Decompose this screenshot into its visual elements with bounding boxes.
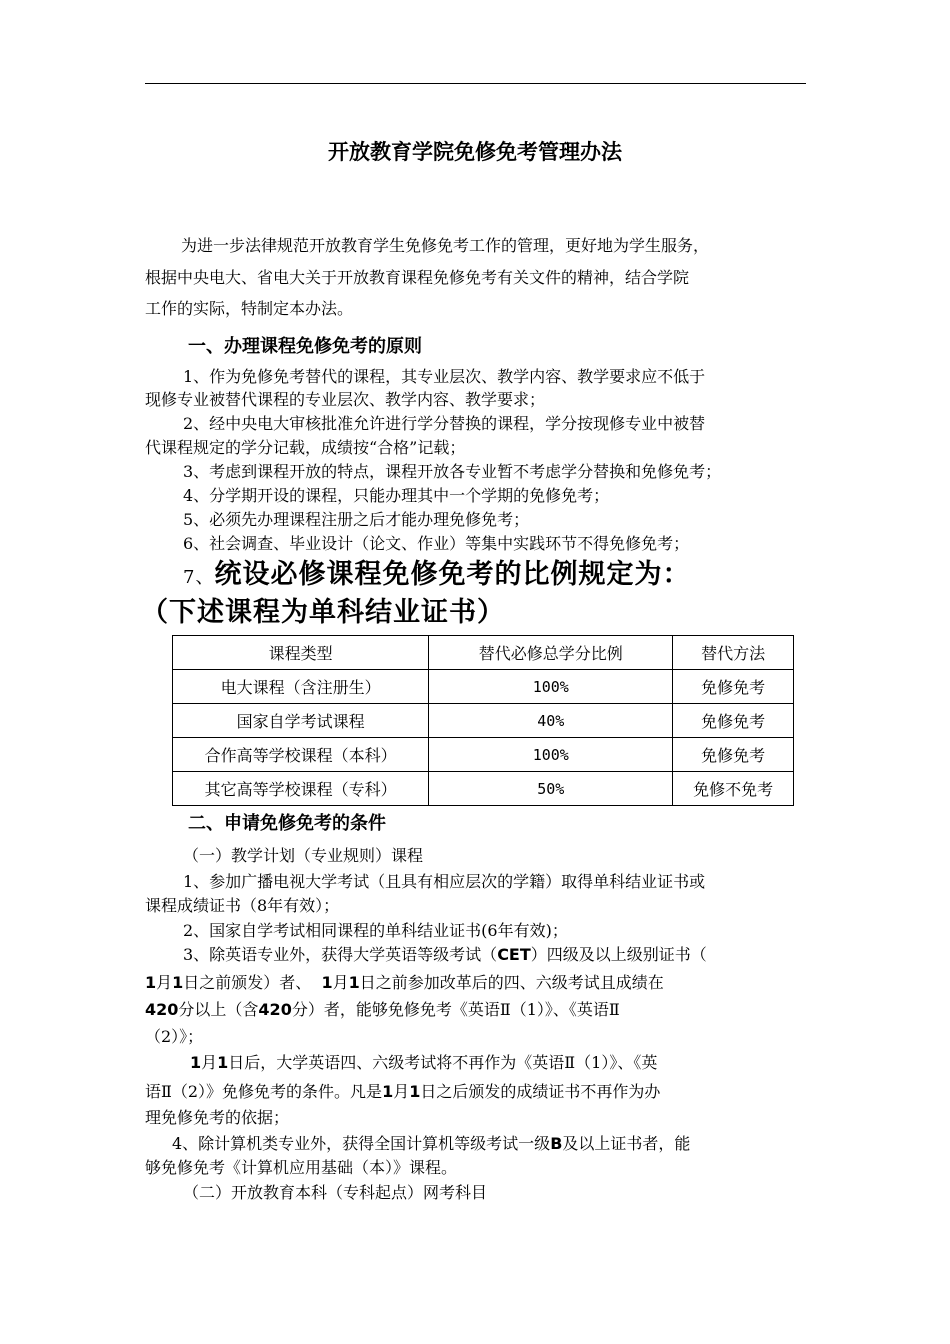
section1-heading: 一、办理课程免修免考的原则 <box>188 336 422 357</box>
item7-number: 7、 <box>183 567 215 588</box>
principle-line: 代课程规定的学分记载，成绩按“合格”记载； <box>145 438 466 457</box>
principle-line: 5、必须先办理课程注册之后才能办理免修免考； <box>183 510 530 529</box>
table-header: 替代必修总学分比例 <box>429 636 673 670</box>
table-cell: 免修免考 <box>673 704 794 738</box>
ratio-table <box>172 635 794 806</box>
table-cell: 其它高等学校课程（专科） <box>173 772 429 806</box>
condition-line <box>172 1134 690 1154</box>
text-run: 月 <box>156 973 173 992</box>
text-run: 月 <box>332 973 349 992</box>
condition-line: 1、参加广播电视大学考试（且具有相应层次的学籍）取得单科结业证书或 <box>183 872 706 891</box>
item7-text: 统设必修课程免修免考的比例规定为： <box>214 559 691 590</box>
table-cell: 40% <box>429 704 673 738</box>
text-run: 1 <box>409 1082 421 1101</box>
table-header: 替代方法 <box>673 636 794 670</box>
condition-line: 够免修免考《计算机应用基础（本）》课程。 <box>145 1158 458 1177</box>
condition-line <box>183 945 707 965</box>
item7-subtitle: （下述课程为单科结业证书） <box>141 597 505 628</box>
principle-line: 6、社会调查、毕业设计（论文、作业）等集中实践环节不得免修免考； <box>183 534 690 553</box>
principle-line: 4、分学期开设的课程，只能办理其中一个学期的免修免考； <box>183 486 610 505</box>
header-rule <box>145 83 806 84</box>
table-row <box>173 772 794 806</box>
condition-line: 理免修免考的依据； <box>145 1108 290 1127</box>
text-run: 1 <box>382 1082 394 1101</box>
text-run: 语Ⅱ（2）》免修免考的条件。凡是 <box>145 1082 383 1101</box>
table-row <box>173 738 794 772</box>
text-run: 分以上（含 <box>178 1000 259 1019</box>
table-cell: 50% <box>429 772 673 806</box>
text-run: 月 <box>393 1082 410 1101</box>
table-cell: 免修免考 <box>673 670 794 704</box>
text-run: 1 <box>348 973 360 992</box>
table-cell: 100% <box>429 670 673 704</box>
text-run: 1 <box>145 973 157 992</box>
principle-line: 现修专业被替代课程的专业层次、教学内容、教学要求； <box>145 390 546 409</box>
text-run: 420 <box>258 1000 292 1019</box>
table-cell: 合作高等学校课程（本科） <box>173 738 429 772</box>
table-cell: 免修免考 <box>673 738 794 772</box>
condition-line <box>190 1053 657 1073</box>
document-title: 开放教育学院免修免考管理办法 <box>328 140 622 164</box>
condition-line <box>145 973 664 993</box>
text-run: 分）者，能够免修免考《英语Ⅱ（1）》、《英语Ⅱ <box>291 1000 620 1019</box>
condition-line: 2、国家自学考试相同课程的单科结业证书(6年有效)； <box>183 921 568 940</box>
text-run: ）四级及以上级别证书（ <box>530 945 707 964</box>
subsection-1-heading: （一）教学计划（专业规则）课程 <box>183 846 424 865</box>
section2-heading: 二、申请免修免考的条件 <box>188 813 386 834</box>
table-row <box>173 670 794 704</box>
table-cell: 国家自学考试课程 <box>173 704 429 738</box>
text-run: 1 <box>172 973 184 992</box>
table-header-row <box>173 636 794 670</box>
table-cell: 免修不免考 <box>673 772 794 806</box>
text-run: 日之前颁发）者、 <box>183 973 312 992</box>
text-run: 月 <box>201 1053 218 1072</box>
text-run: 420 <box>145 1000 179 1019</box>
text-run: 1 <box>217 1053 229 1072</box>
condition-line: 课程成绩证书（8年有效）； <box>145 896 340 915</box>
text-run: CET <box>497 945 531 964</box>
condition-line: （2）》； <box>145 1027 204 1046</box>
item7-heading <box>183 559 690 594</box>
text-run: 日之后颁发的成绩证书不再作为办 <box>420 1082 661 1101</box>
table-cell: 100% <box>429 738 673 772</box>
text-run: B <box>550 1134 563 1153</box>
text-run: 3、除英语专业外，获得大学英语等级考试（ <box>183 945 498 964</box>
subsection-2-heading: （二）开放教育本科（专科起点）网考科目 <box>183 1183 488 1202</box>
principle-line: 2、经中央电大审核批准允许进行学分替换的课程，学分按现修专业中被替 <box>183 414 706 433</box>
intro-line-2: 根据中央电大、省电大关于开放教育课程免修免考有关文件的精神，结合学院 <box>145 268 690 287</box>
intro-line-1: 为进一步法律规范开放教育学生免修免考工作的管理，更好地为学生服务， <box>181 236 710 255</box>
condition-line <box>145 1082 660 1102</box>
text-run: 4、除计算机类专业外，获得全国计算机等级考试一级 <box>172 1134 551 1153</box>
principle-line: 1、作为免修免考替代的课程，其专业层次、教学内容、教学要求应不低于 <box>183 367 706 386</box>
text-run: 及以上证书者，能 <box>562 1134 691 1153</box>
text-run: 日后，大学英语四、六级考试将不再作为《英语Ⅱ（1）》、《英 <box>228 1053 658 1072</box>
intro-line-3: 工作的实际，特制定本办法。 <box>145 299 354 318</box>
text-run: 1 <box>190 1053 202 1072</box>
text-run: 日之前参加改革后的四、六级考试且成绩在 <box>359 973 664 992</box>
table-row <box>173 704 794 738</box>
condition-line <box>145 1000 620 1020</box>
text-run: 1 <box>321 973 333 992</box>
table-cell: 电大课程（含注册生） <box>173 670 429 704</box>
table-header: 课程类型 <box>173 636 429 670</box>
principle-line: 3、考虑到课程开放的特点，课程开放各专业暂不考虑学分替换和免修免考； <box>183 462 722 481</box>
